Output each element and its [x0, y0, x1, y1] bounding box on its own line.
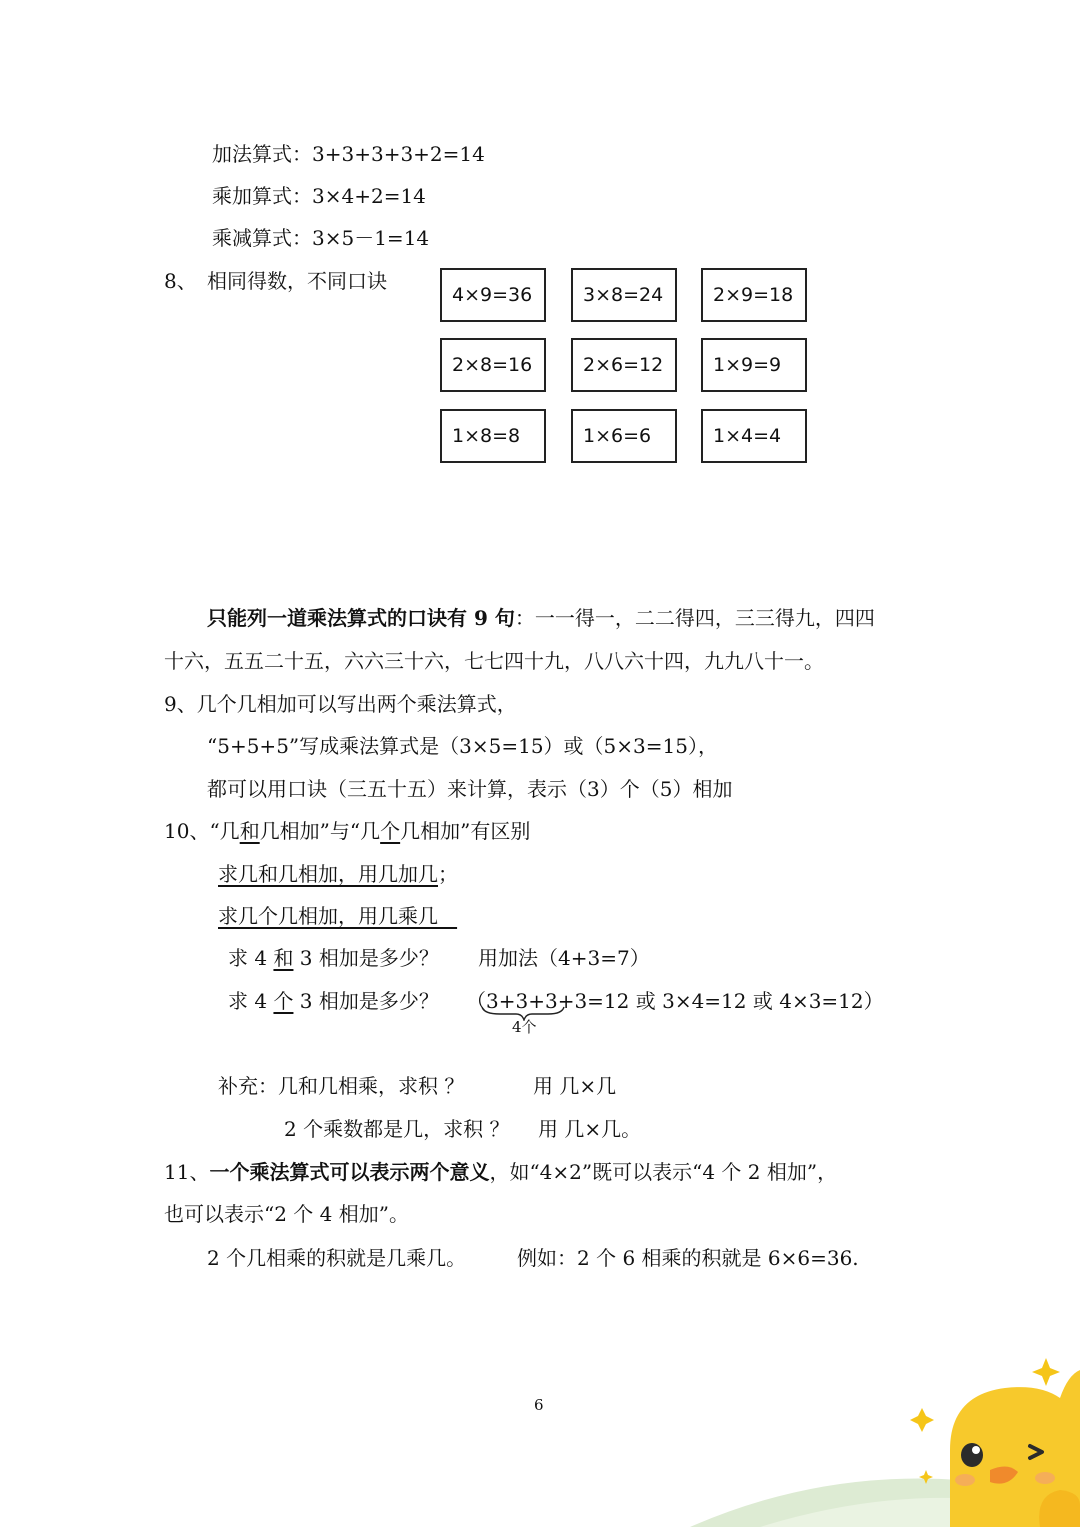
- supplement-answer-1: 用 几×几: [533, 1074, 617, 1098]
- rule-multiplication: 求几个几相加，用几乘几: [218, 904, 438, 928]
- section-8-number: 8、: [164, 269, 197, 293]
- section-9-explanation: 都可以用口诀（三五十五）来计算，表示（3）个（5）相加: [207, 777, 733, 801]
- underlined-and: 和: [239, 819, 260, 843]
- section-10-title: 10、“几和几相加”与“几个几相加”有区别: [164, 819, 531, 843]
- nine-rhymes-list-start: ：一一得一，二二得四，三三得九，四四: [514, 606, 875, 630]
- chick-mascot-icon: [950, 1370, 1080, 1527]
- multiply-add-formula: 乘加算式：3×4+2=14: [212, 184, 426, 208]
- section-8-title: 相同得数，不同口诀: [207, 269, 387, 293]
- nine-rhymes-heading: 只能列一道乘法算式的口诀有 9 句: [207, 606, 515, 630]
- nine-rhymes-list-end: 十六，五五二十五，六六三十六，七七四十九，八八六十四，九九八十一。: [164, 649, 824, 673]
- example-addition-answer: 用加法（4+3=7）: [478, 946, 650, 970]
- green-wave-shape: [690, 1470, 1080, 1527]
- supplement-question-2: 2 个乘数都是几，求积 ？: [284, 1117, 510, 1141]
- formula-box: 3×8=24: [571, 268, 677, 322]
- formula-box: 2×8=16: [440, 338, 546, 392]
- section-11-title: 11、一个乘法算式可以表示两个意义，如“4×2”既可以表示“4 个 2 相加”，: [164, 1160, 838, 1184]
- example-addition-question: 求 4 和 3 相加是多少？: [228, 946, 439, 970]
- example-multiplication-answer: （3+3+3+3=12 或 3×4=12 或 4×3=12）: [466, 989, 884, 1013]
- section-9-example: “5+5+5”写成乘法算式是（3×5=15）或（5×3=15），: [207, 734, 718, 758]
- supplement-question-1: 补充：几和几相乘，求积 ？: [218, 1074, 465, 1098]
- example-multiplication-question: 求 4 个 3 相加是多少？: [228, 989, 439, 1013]
- formula-box: 4×9=36: [440, 268, 546, 322]
- rule-addition: 求几和几相加，用几加几；: [218, 862, 458, 886]
- sparkle-icon: [919, 1470, 933, 1484]
- repeated-addition: 3+3+3+3: [486, 989, 588, 1013]
- section-11-rule: 2 个几相乘的积就是几乘几。: [207, 1246, 467, 1270]
- underlined-ge: 个: [380, 819, 401, 843]
- formula-box: 2×9=18: [701, 268, 807, 322]
- formula-box: 1×4=4: [701, 409, 807, 463]
- formula-box: 1×9=9: [701, 338, 807, 392]
- supplement-answer-2: 用 几×几。: [538, 1117, 642, 1141]
- sparkle-icon: [1032, 1358, 1060, 1386]
- light-wave-shape: [760, 1498, 1080, 1527]
- nine-rhymes-paragraph: [207, 605, 875, 631]
- multiply-subtract-formula: 乘减算式：3×5－1=14: [212, 226, 430, 250]
- section-11-example: 例如：2 个 6 相乘的积就是 6×6=36.: [517, 1246, 859, 1270]
- section-9-title: 9、几个几相加可以写出两个乘法算式，: [164, 692, 517, 716]
- addition-formula: 加法算式：3+3+3+3+2=14: [212, 142, 485, 166]
- formula-box: 2×6=12: [571, 338, 677, 392]
- brace-label: 4个: [512, 1018, 537, 1036]
- sparkle-icon: [910, 1408, 934, 1432]
- formula-box: 1×6=6: [571, 409, 677, 463]
- formula-box: 1×8=8: [440, 409, 546, 463]
- page-number: 6: [534, 1396, 544, 1414]
- section-11-continuation: 也可以表示“2 个 4 相加”。: [164, 1202, 409, 1226]
